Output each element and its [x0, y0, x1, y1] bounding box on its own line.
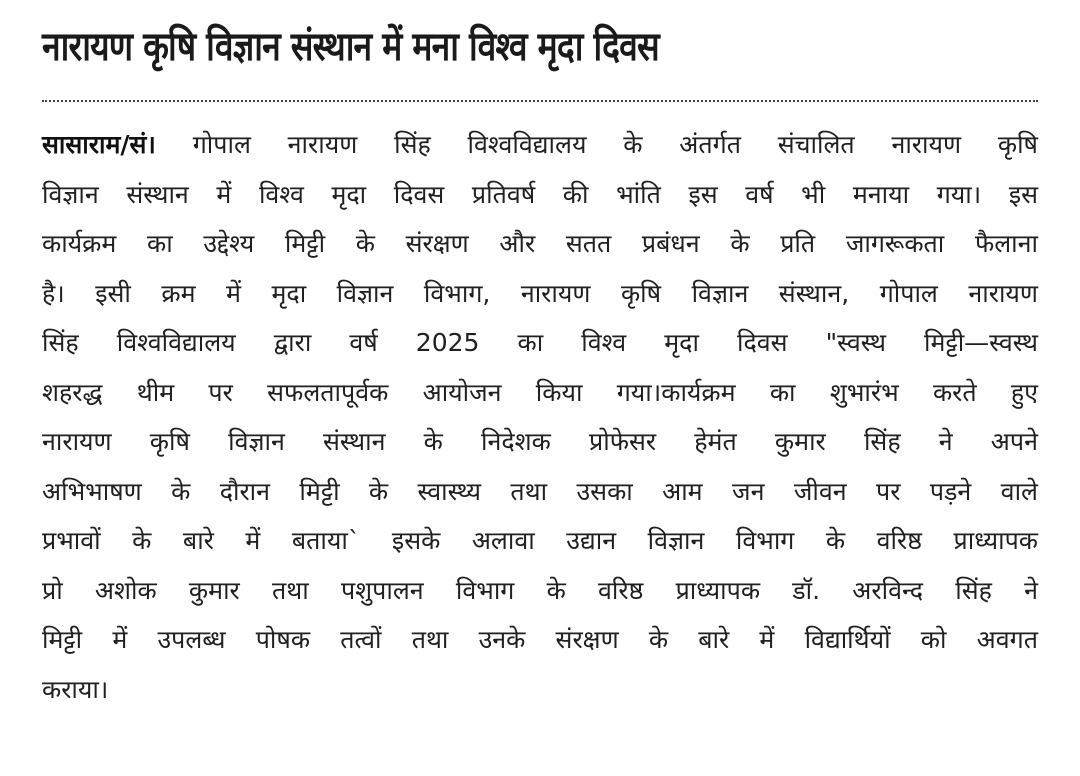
- article-line: कराया।: [42, 674, 109, 704]
- article-headline: नारायण कृषि विज्ञान संस्थान में मना विश्व मृदा दिवस: [42, 24, 659, 70]
- article-line: प्रो अशोक कुमार तथा पशुपालन विभाग के वरिष्ठ प्राध्यापक डॉ. अरविन्द सिंह ने: [42, 575, 1038, 605]
- article-line: मिट्टी में उपलब्ध पोषक तत्वों तथा उनके संरक्षण के बारे में विद्यार्थियों को अवगत: [42, 625, 1038, 654]
- article-line: [42, 120, 1038, 170]
- article-body: [42, 120, 1038, 714]
- article-line: विज्ञान संस्थान में विश्व मृदा दिवस प्रतिवर्ष की भांति इस वर्ष भी मनाया गया। इस: [42, 179, 1038, 209]
- article-line: है। इसी क्रम में मृदा विज्ञान विभाग, नारायण कृषि विज्ञान संस्थान, गोपाल नारायण: [42, 278, 1038, 308]
- article-line-text: गोपाल नारायण सिंह विश्वविद्यालय के अंतर्गत संचालित नारायण कृषि: [155, 130, 1038, 159]
- article-line: कार्यक्रम का उद्देश्य मिट्टी के संरक्षण और सतत प्रबंधन के प्रति जागरूकता फैलाना: [42, 229, 1038, 258]
- article-line: सिंह विश्वविद्यालय द्वारा वर्ष 2025 का विश्व मृदा दिवस "स्वस्थ मिट्टी—स्वस्थ: [42, 328, 1038, 357]
- article-line: शहरद्ध थीम पर सफलतापूर्वक आयोजन किया गया।कार्यक्रम का शुभारंभ करते हुए: [42, 377, 1038, 407]
- article-line: नारायण कृषि विज्ञान संस्थान के निदेशक प्रोफेसर हेमंत कुमार सिंह ने अपने: [42, 427, 1038, 456]
- article-line: अभिभाषण के दौरान मिट्टी के स्वास्थ्य तथा उसका आम जन जीवन पर पड़ने वाले: [42, 476, 1038, 506]
- headline-divider: [42, 100, 1038, 102]
- article-line: प्रभावों के बारे में बताया` इसके अलावा उद्यान विज्ञान विभाग के वरिष्ठ प्राध्यापक: [42, 526, 1038, 555]
- dateline: सासाराम/सं।: [42, 130, 156, 159]
